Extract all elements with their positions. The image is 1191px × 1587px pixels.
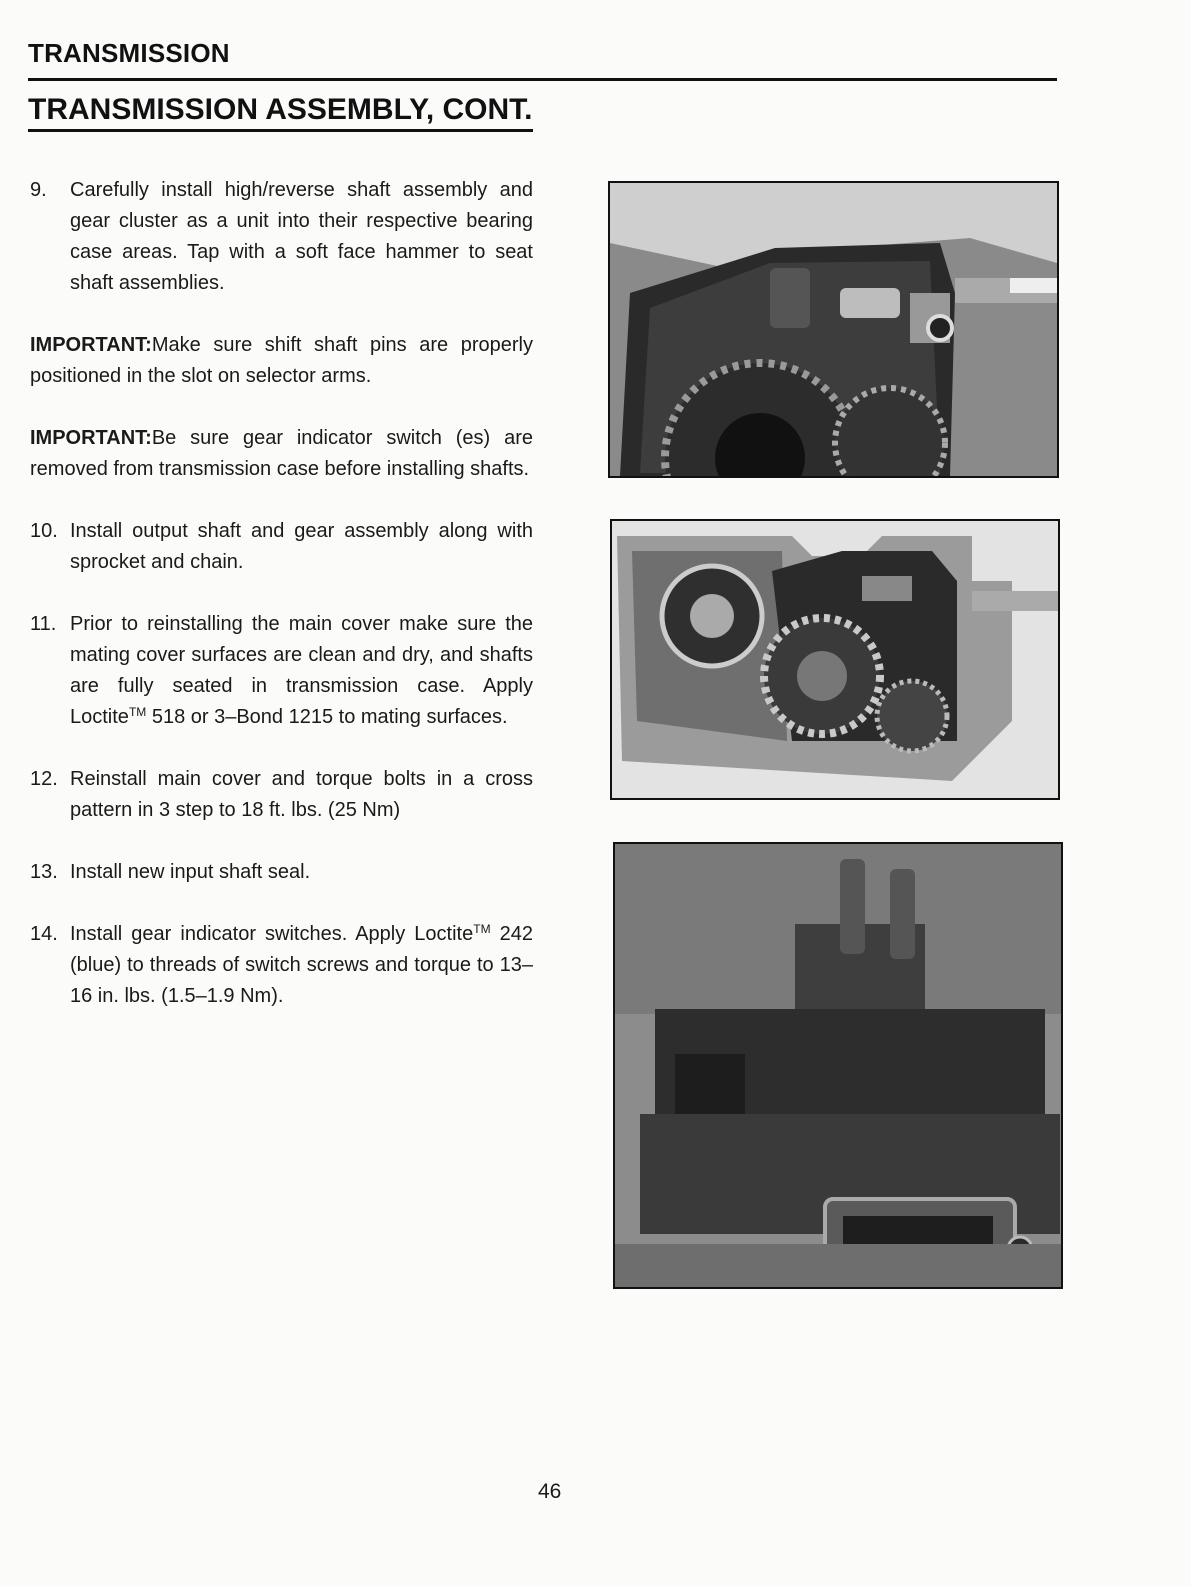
important-note-2 bbox=[30, 423, 533, 485]
step-text: Install new input shaft seal. bbox=[70, 861, 311, 883]
step-text-part: Prior to reinstalling the main cover make sure the mating cover surfaces are clean and dry, and shafts are fully seated in transmission case. Apply Loctite bbox=[70, 613, 533, 728]
step-text bbox=[70, 919, 533, 1012]
step-number: 14. bbox=[30, 923, 58, 945]
important-note-1 bbox=[30, 330, 533, 392]
important-label: IMPORTANT: bbox=[30, 334, 152, 356]
important-text: Be sure gear indicator switch (es) are removed from transmission case before installing shafts. bbox=[30, 427, 533, 480]
page-title: TRANSMISSION ASSEMBLY, CONT. bbox=[28, 93, 533, 132]
step-text: Reinstall main cover and torque bolts in a cross pattern in 3 step to 18 ft. lbs. (25 Nm) bbox=[70, 768, 533, 821]
step-number: 13. bbox=[30, 861, 58, 883]
trademark: TM bbox=[128, 705, 147, 719]
step-text: Carefully install high/reverse shaft assembly and gear cluster as a unit into their respective bearing case areas. Tap with a soft face hammer to seat shaft assemblies. bbox=[70, 179, 533, 294]
step-10 bbox=[30, 516, 533, 578]
page-number: 46 bbox=[538, 1480, 562, 1503]
photo-main-cover bbox=[613, 842, 1063, 1289]
step-text-part: Install gear indicator switches. Apply Loctite bbox=[70, 923, 474, 945]
step-number: 10. bbox=[30, 520, 58, 542]
step-13 bbox=[30, 857, 533, 888]
important-text: Make sure shift shaft pins are properly positioned in the slot on selector arms. bbox=[30, 334, 533, 387]
important-label: IMPORTANT: bbox=[30, 427, 152, 449]
photo-output-shaft bbox=[610, 519, 1060, 800]
step-text-part: 242 (blue) to threads of switch screws and torque to 13–16 in. lbs. (1.5–1.9 Nm). bbox=[70, 923, 533, 1007]
step-text: Install output shaft and gear assembly along with sprocket and chain. bbox=[70, 520, 533, 573]
step-11 bbox=[30, 609, 533, 733]
step-text-part: 518 or 3–Bond 1215 to mating surfaces. bbox=[146, 706, 508, 728]
instructions bbox=[30, 175, 533, 1043]
step-14 bbox=[30, 919, 533, 1012]
step-9 bbox=[30, 175, 533, 299]
step-text bbox=[70, 609, 533, 733]
photo-gear-cluster bbox=[608, 181, 1059, 478]
step-number: 9. bbox=[30, 179, 47, 201]
step-12 bbox=[30, 764, 533, 826]
trademark: TM bbox=[473, 922, 491, 936]
step-number: 12. bbox=[30, 768, 58, 790]
header-rule bbox=[28, 78, 1057, 81]
step-number: 11. bbox=[30, 613, 57, 635]
section-title: TRANSMISSION bbox=[28, 38, 230, 68]
